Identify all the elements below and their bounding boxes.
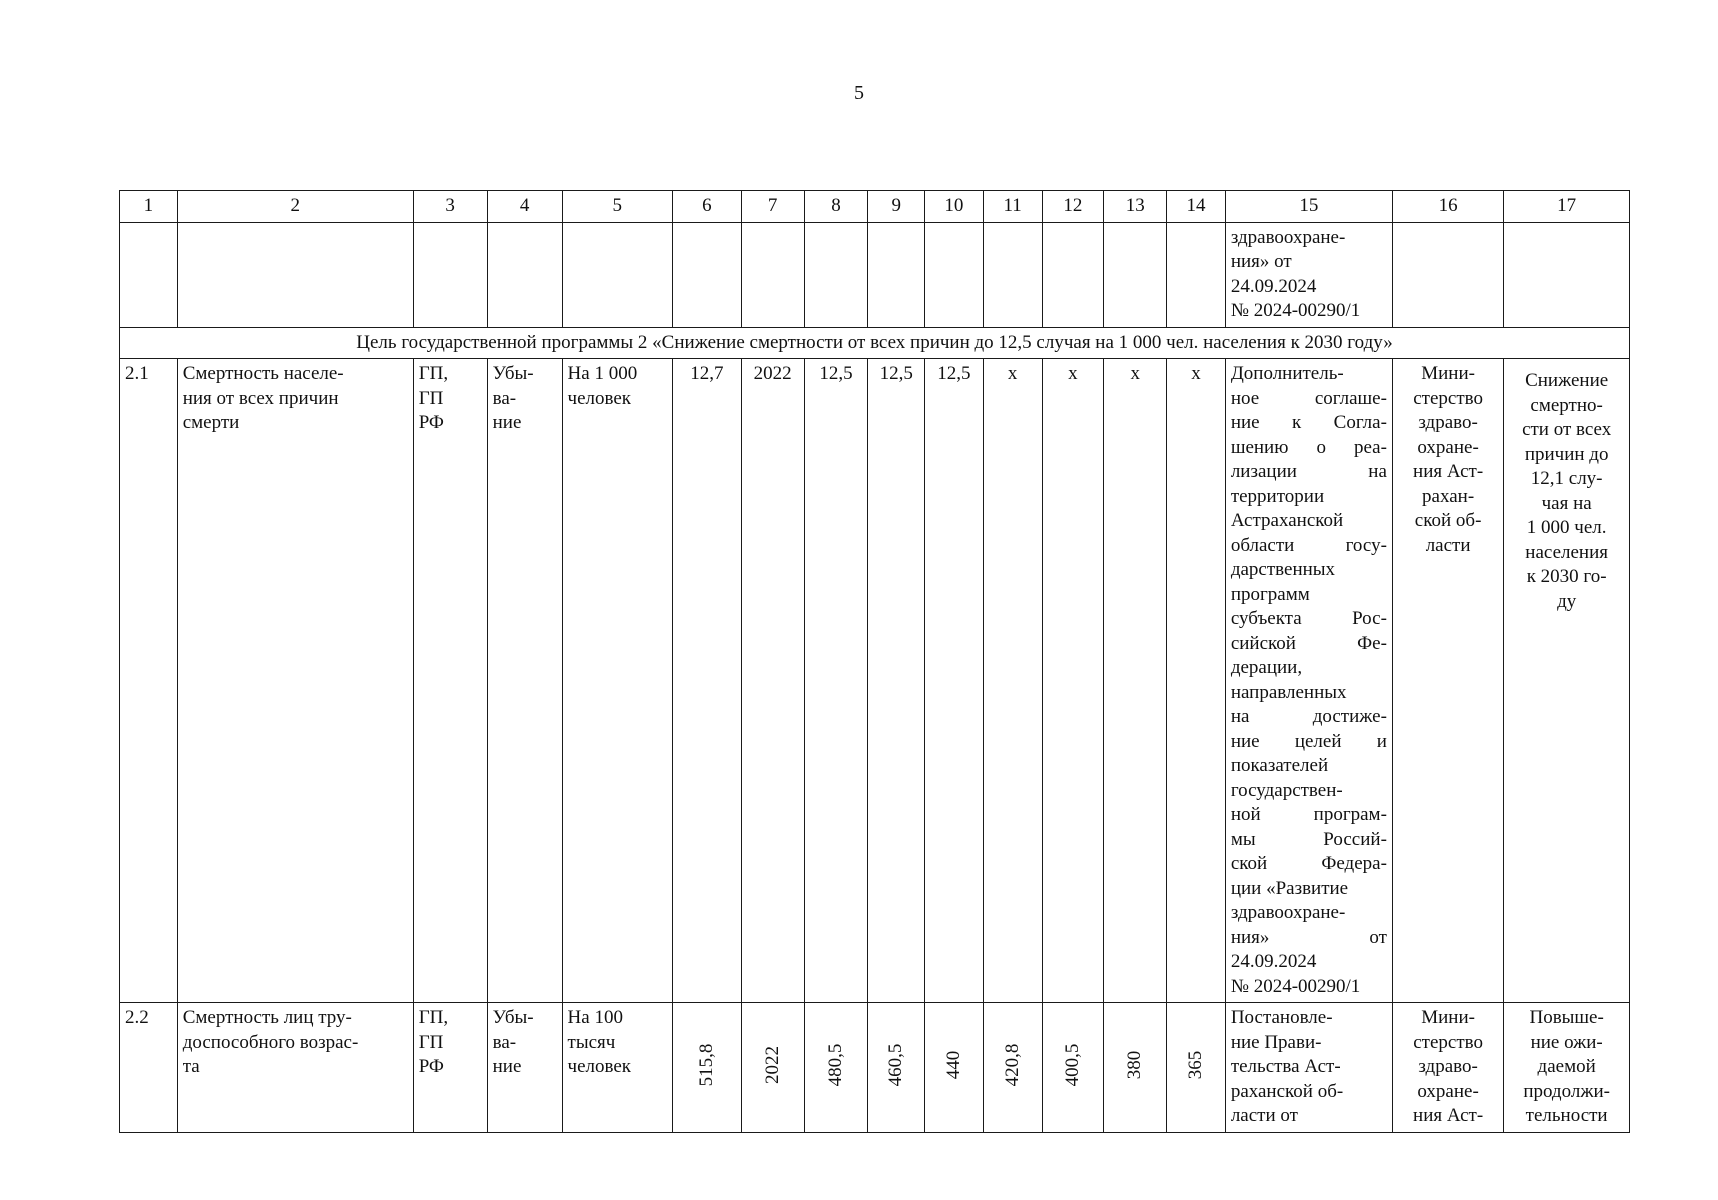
- base-year: 2022: [741, 359, 804, 1003]
- column-number: 5: [562, 191, 672, 223]
- value-col-14: х: [1167, 359, 1226, 1003]
- indicator-name: Смертность населе- ния от всех причин смерти: [177, 359, 413, 1003]
- value-col-8: 12,5: [804, 359, 868, 1003]
- indicator-name: Смертность лиц тру- доспособного возрас- та: [177, 1003, 413, 1133]
- value-col-12: х: [1042, 359, 1104, 1003]
- document-cell-continued: здравоохране- ния» от 24.09.2024 № 2024-00290/1: [1225, 222, 1392, 327]
- indicator-row: [120, 1003, 1630, 1133]
- base-value: 515,8: [672, 1003, 741, 1133]
- base-year: 2022: [741, 1003, 804, 1133]
- value-col-13: х: [1104, 359, 1167, 1003]
- column-number-row: [120, 191, 1630, 223]
- column-number: 15: [1225, 191, 1392, 223]
- unit-of-measure: На 1 000 человек: [562, 359, 672, 1003]
- column-number: 2: [177, 191, 413, 223]
- indicators-table: [119, 190, 1630, 1133]
- column-number: 16: [1392, 191, 1503, 223]
- document-cell: Дополнитель- ное соглаше- ние к Согла- шению о реа- лизации на территории Астраханской области госу- дарственных программ субъекта Рос- сийской Фе- дерации, направленных на достиже- ние целей и показателей государствен- ной програм- мы Россий- ской Федера- ции «Развитие здравоохране- ния» от 24.09.2024 № 2024-00290/1: [1225, 359, 1392, 1003]
- value-col-10: 12,5: [925, 359, 984, 1003]
- column-number: 9: [868, 191, 925, 223]
- indicator-row: [120, 359, 1630, 1003]
- national-goal-link: Повыше- ние ожи- даемой продолжи- тельности: [1504, 1003, 1630, 1133]
- value-col-9: 460,5: [868, 1003, 925, 1133]
- value-col-11: х: [983, 359, 1042, 1003]
- value-col-12: 400,5: [1042, 1003, 1104, 1133]
- value-col-14: 365: [1167, 1003, 1226, 1133]
- column-number: 8: [804, 191, 868, 223]
- national-goal-link: Снижение смертно- сти от всех причин до 12,1 слу- чая на 1 000 чел. населения к 2030 го- ду: [1504, 359, 1630, 1003]
- responsible-executor: Мини- стерство здраво- охране- ния Аст-: [1392, 1003, 1503, 1133]
- unit-of-measure: На 100 тысяч человек: [562, 1003, 672, 1133]
- value-col-9: 12,5: [868, 359, 925, 1003]
- column-number: 11: [983, 191, 1042, 223]
- column-number: 7: [741, 191, 804, 223]
- row-number: 2.1: [120, 359, 178, 1003]
- column-number: 10: [925, 191, 984, 223]
- page-number: 5: [854, 82, 864, 104]
- value-col-13: 380: [1104, 1003, 1167, 1133]
- column-number: 6: [672, 191, 741, 223]
- value-col-8: 480,5: [804, 1003, 868, 1133]
- column-number: 13: [1104, 191, 1167, 223]
- row-number: 2.2: [120, 1003, 178, 1133]
- column-number: 1: [120, 191, 178, 223]
- column-number: 4: [487, 191, 562, 223]
- goal-row: [120, 327, 1630, 359]
- responsible-executor: Мини- стерство здраво- охране- ния Аст- рахан- ской об- ласти: [1392, 359, 1503, 1003]
- goal-title: Цель государственной программы 2 «Снижение смертности от всех причин до 12,5 случая на 1 000 чел. населения к 2030 году»: [120, 327, 1630, 359]
- indicator-direction: Убы- ва- ние: [487, 359, 562, 1003]
- indicator-level: ГП, ГП РФ: [413, 1003, 487, 1133]
- indicator-level: ГП, ГП РФ: [413, 359, 487, 1003]
- column-number: 17: [1504, 191, 1630, 223]
- column-number: 12: [1042, 191, 1104, 223]
- value-col-11: 420,8: [983, 1003, 1042, 1133]
- document-cell: Постановле- ние Прави- тельства Аст- раханской об- ласти от: [1225, 1003, 1392, 1133]
- value-col-10: 440: [925, 1003, 984, 1133]
- continuation-row: [120, 222, 1630, 327]
- column-number: 14: [1167, 191, 1226, 223]
- indicator-direction: Убы- ва- ние: [487, 1003, 562, 1133]
- base-value: 12,7: [672, 359, 741, 1003]
- column-number: 3: [413, 191, 487, 223]
